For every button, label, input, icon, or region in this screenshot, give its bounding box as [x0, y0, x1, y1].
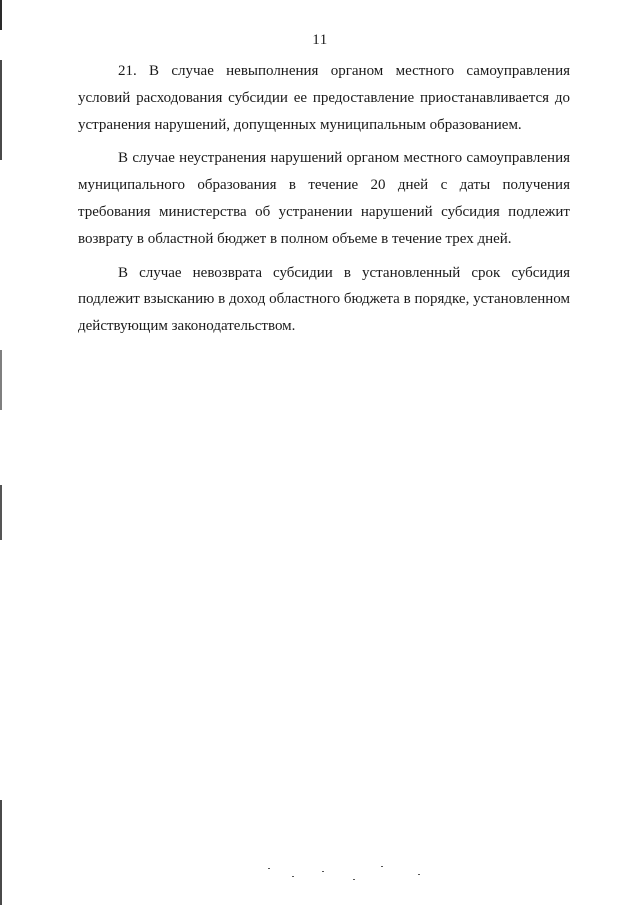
scan-speck	[381, 866, 383, 867]
page-number: 11	[312, 32, 328, 48]
scan-speck	[322, 871, 324, 872]
paragraph-non-return: В случае невозврата субсидии в установленный срок субсидия подлежит взысканию в доход областного бюджета в порядке, установленном действующим законодательством.	[78, 264, 570, 335]
scan-speck	[292, 876, 294, 877]
scan-edge-mark	[0, 800, 2, 905]
scan-speck	[268, 868, 270, 869]
scan-edge-mark	[0, 350, 2, 410]
paragraph-non-elimination: В случае неустранения нарушений органом местного самоуправления муниципального образования в течение 20 дней с даты получения требования министерства об устранении нарушений субсидия подлежит возврату в областной бюджет в полном объеме в течение трех дней.	[78, 150, 570, 247]
scan-speck	[353, 879, 355, 880]
paragraph-clause-21: 21. В случае невыполнения органом местного самоуправления условий расходования субсидии ее предоставление приостанавливается до устранения нарушений, допущенных муниципальным образованием.	[78, 63, 570, 133]
document-body	[78, 58, 570, 347]
scan-speck	[418, 874, 420, 875]
scan-edge-mark	[0, 60, 2, 160]
scan-edge-mark	[0, 0, 2, 30]
scan-edge-mark	[0, 485, 2, 540]
